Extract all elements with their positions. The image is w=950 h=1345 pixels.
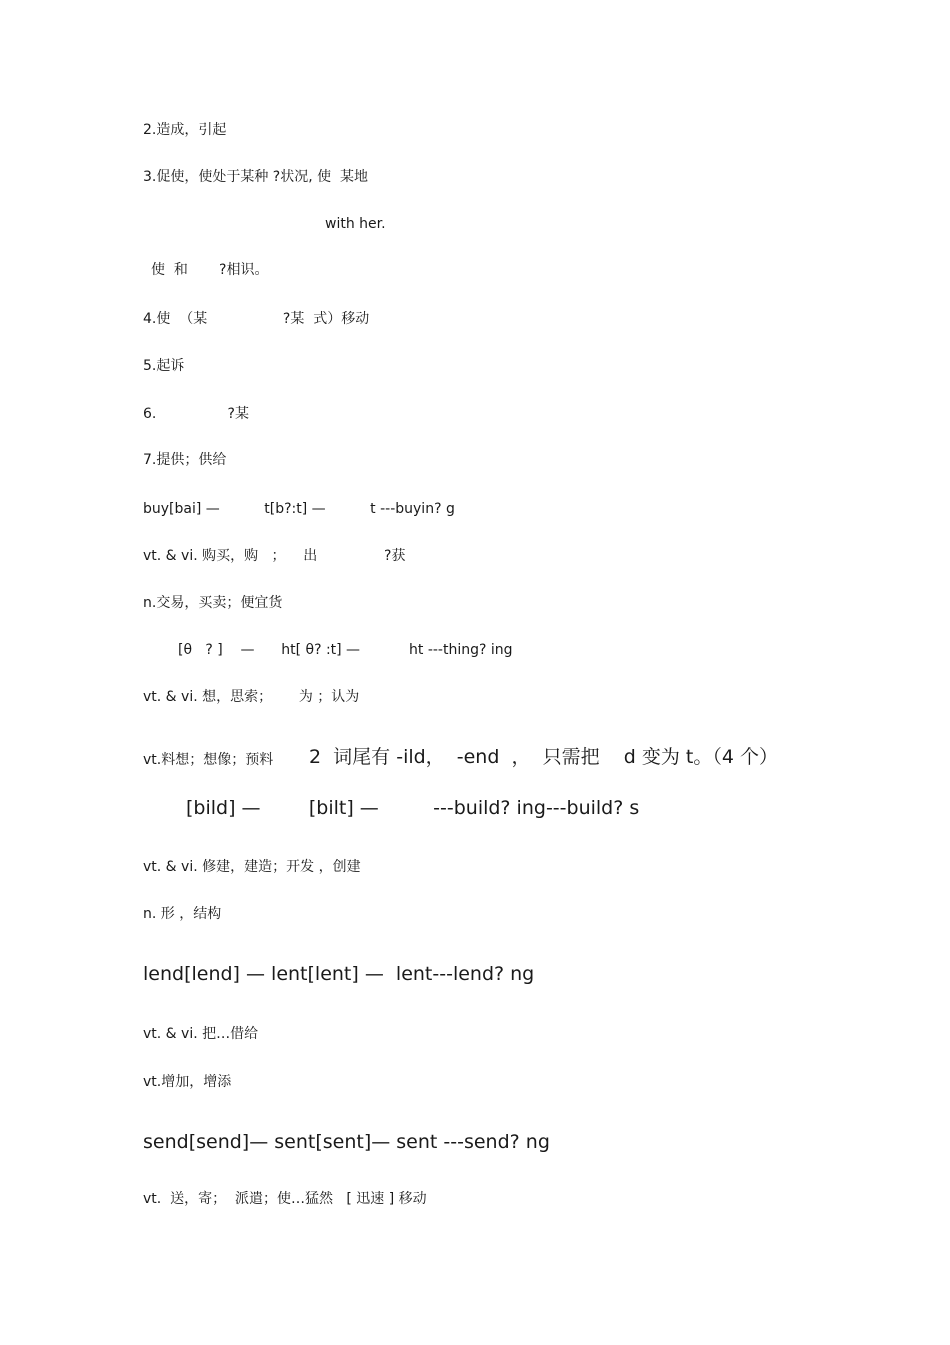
section-heading: 2 词尾有 -ild， -end ， 只需把 d 变为 t。（4 个） — [309, 746, 778, 768]
text-line: vt. & vi. 修建，建造；开发 ，创建 — [143, 859, 361, 875]
text-line: 5.起诉 — [143, 358, 185, 374]
text-line: 6. ?某 — [143, 406, 249, 422]
text-line: vt.增加，增添 — [143, 1074, 232, 1090]
text-line: n. 形 ，结构 — [143, 906, 222, 922]
text-line: 使 和 ?相识。 — [151, 262, 269, 278]
text-line: vt.料想；想像；预料 — [143, 752, 274, 768]
text-line: vt. & vi. 想，思索； 为 ；认为 — [143, 689, 360, 705]
text-line: n.交易，买卖；便宜货 — [143, 595, 283, 611]
text-line: 3.促使，使处于某种 ?状况, 使 某地 — [143, 169, 369, 185]
text-line: with her. — [325, 216, 386, 232]
text-line: lend[lend] — lent[lent] — lent---lend? ng — [143, 963, 535, 985]
text-line: [θ ? ] — ht[ θ? :t] — ht ---thing? ing — [178, 642, 513, 658]
text-line: vt. & vi. 购买，购 ； 出 ?获 — [143, 548, 406, 564]
text-line: buy[bai] — t[b?:t] — t ---buyin? g — [143, 501, 455, 517]
text-line: vt. & vi. 把…借给 — [143, 1026, 259, 1042]
text-line: 7.提供；供给 — [143, 452, 227, 468]
text-line: send[send]— sent[sent]— sent ---send? ng — [143, 1131, 550, 1153]
text-line: 2.造成，引起 — [143, 122, 227, 138]
text-line: vt. 送，寄； 派遣；使…猛然 [ 迅速 ] 移动 — [143, 1191, 427, 1207]
text-line: [bild] — [bilt] — ---build? ing---build? s — [186, 797, 640, 819]
text-line: 4.使 （某 ?某 式）移动 — [143, 311, 370, 327]
